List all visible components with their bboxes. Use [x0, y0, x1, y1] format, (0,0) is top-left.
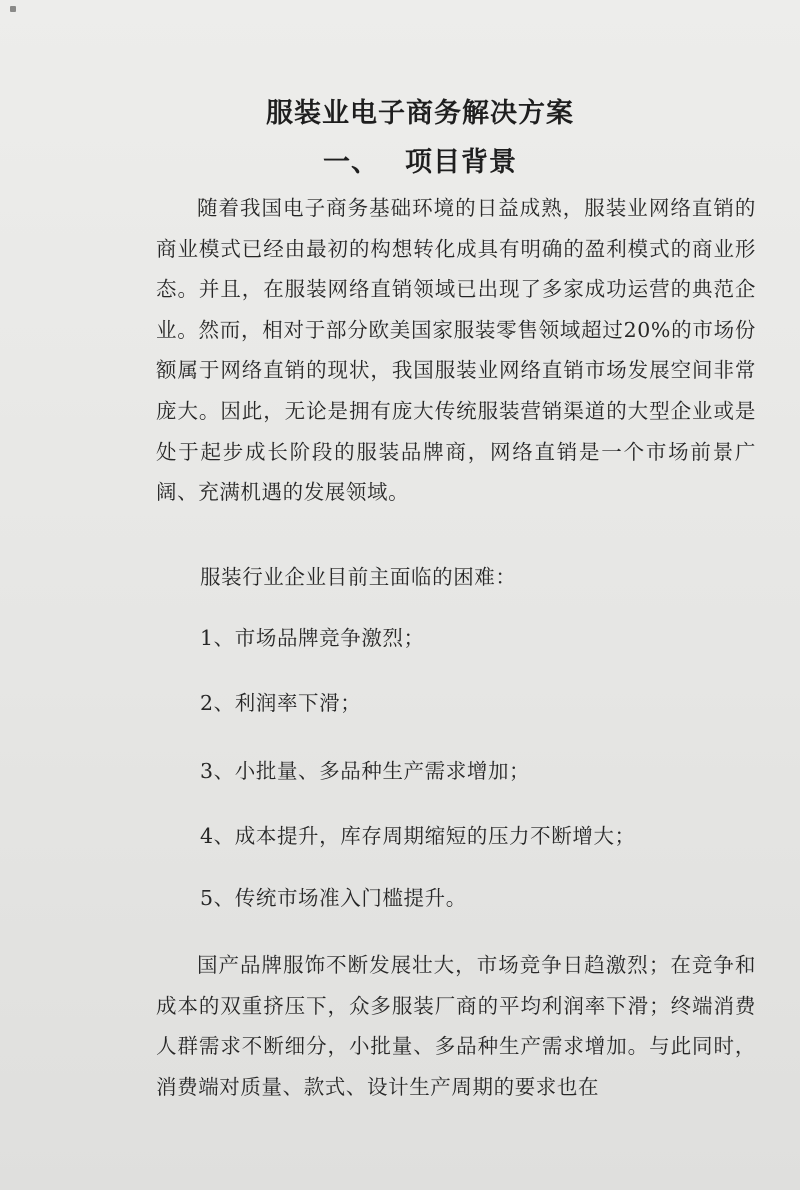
- difficulty-item-4: 4、成本提升，库存周期缩短的压力不断增大；: [200, 824, 636, 848]
- competition-paragraph: 国产品牌服饰不断发展壮大，市场竞争日趋激烈；在竞争和成本的双重挤压下，众多服装厂商的平均利润率下滑；终端消费人群需求不断细分，小批量、多品种生产需求增加。与此同时，消费端对质量、款式、设计生产周期的要求也在: [156, 953, 756, 1099]
- difficulties-intro: 服装行业企业目前主面临的困难：: [200, 565, 517, 589]
- section-title: 项目背景: [405, 147, 517, 178]
- background-paragraph: 随着我国电子商务基础环境的日益成熟，服装业网络直销的商业模式已经由最初的构想转化成具有明确的盈利模式的商业形态。并且，在服装网络直销领域已出现了多家成功运营的典范企业。然而，相对于部分欧美国家服装零售领域超过20%的市场份额属于网络直销的现状，我国服装业网络直销市场发展空间非常庞大。因此，无论是拥有庞大传统服装营销渠道的大型企业或是处于起步成长阶段的服装品牌商，网络直销是一个市场前景广阔、充满机遇的发展领域。: [156, 196, 756, 505]
- scan-mark: [10, 6, 16, 12]
- document-title: 服装业电子商务解决方案: [266, 98, 574, 129]
- difficulty-item-1: 1、市场品牌竞争激烈；: [200, 626, 425, 650]
- difficulty-item-2: 2、利润率下滑；: [200, 691, 362, 715]
- section-number: 一、: [323, 147, 379, 178]
- difficulty-item-5: 5、传统市场准入门槛提升。: [200, 886, 467, 910]
- section-heading: [20, 140, 800, 179]
- difficulty-item-3: 3、小批量、多品种生产需求增加；: [200, 759, 531, 783]
